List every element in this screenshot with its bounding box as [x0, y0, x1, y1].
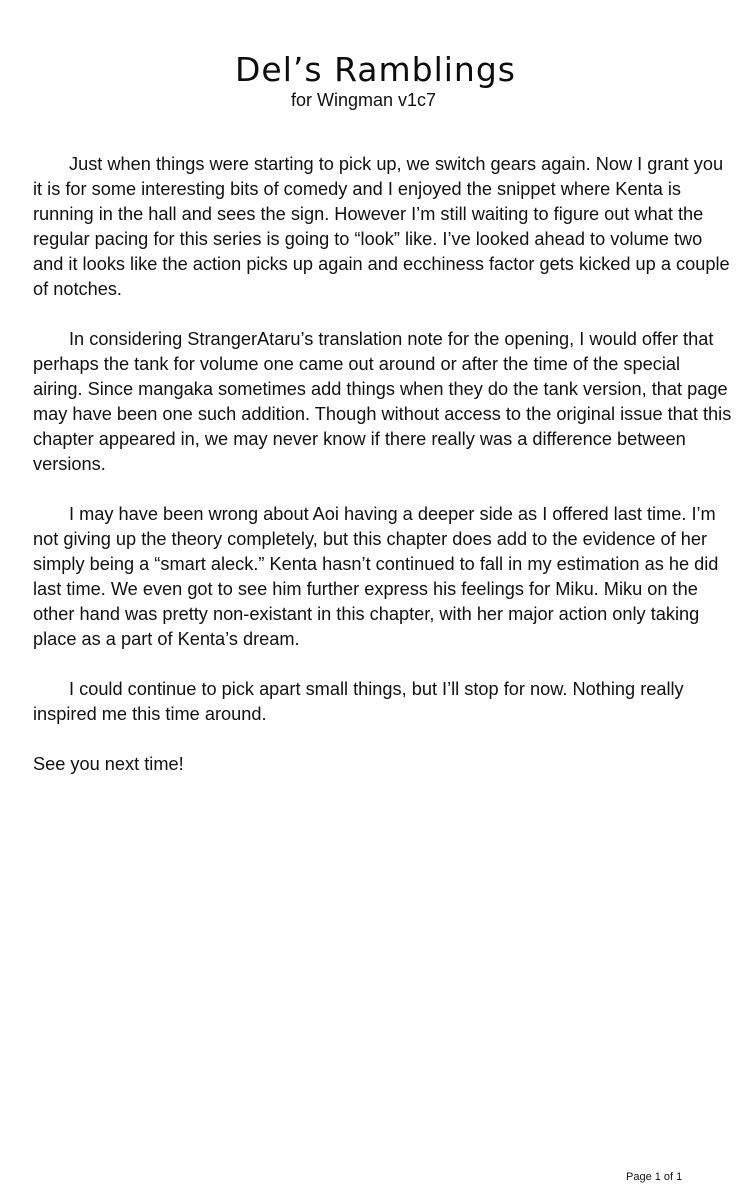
body-paragraph: I may have been wrong about Aoi having a deeper side as I offered last time. I’m not giving up the theory completely, but this chapter does add to the evidence of her simply being a “smart aleck.” Kenta hasn’t continued to fall in my estimation as he did last time. We even got to see him further express his feelings for Miku. Miku on the other hand was pretty non-existant in this chapter, with her major action only taking place as a part of Kenta’s dream.	[33, 504, 719, 649]
document-body	[33, 152, 733, 802]
body-paragraph: Just when things were starting to pick up, we switch gears again. Now I grant you it is for some interesting bits of comedy and I enjoyed the snippet where Kenta is running in the hall and sees the sign. However I’m still waiting to figure out what the regular pacing for this series is going to “look” like. I’ve looked ahead to volume two and it looks like the action picks up again and ecchiness factor gets kicked up a couple of notches.	[33, 154, 730, 299]
document-subtitle: for Wingman v1c7	[290, 90, 437, 110]
body-paragraph: In considering StrangerAtaru’s translation note for the opening, I would offer that perhaps the tank for volume one came out around or after the time of the special airing. Since mangaka sometimes add things when they do the tank version, that page may have been one such addition. Though without access to the original issue that this chapter appeared in, we may never know if there really was a difference between versions.	[33, 329, 732, 474]
page-number: Page 1 of 1	[626, 1171, 683, 1183]
closing-line: See you next time!	[33, 754, 184, 774]
document-title: Del’s Ramblings	[235, 50, 516, 89]
body-paragraph: I could continue to pick apart small things, but I’ll stop for now. Nothing really inspired me this time around.	[33, 679, 684, 724]
